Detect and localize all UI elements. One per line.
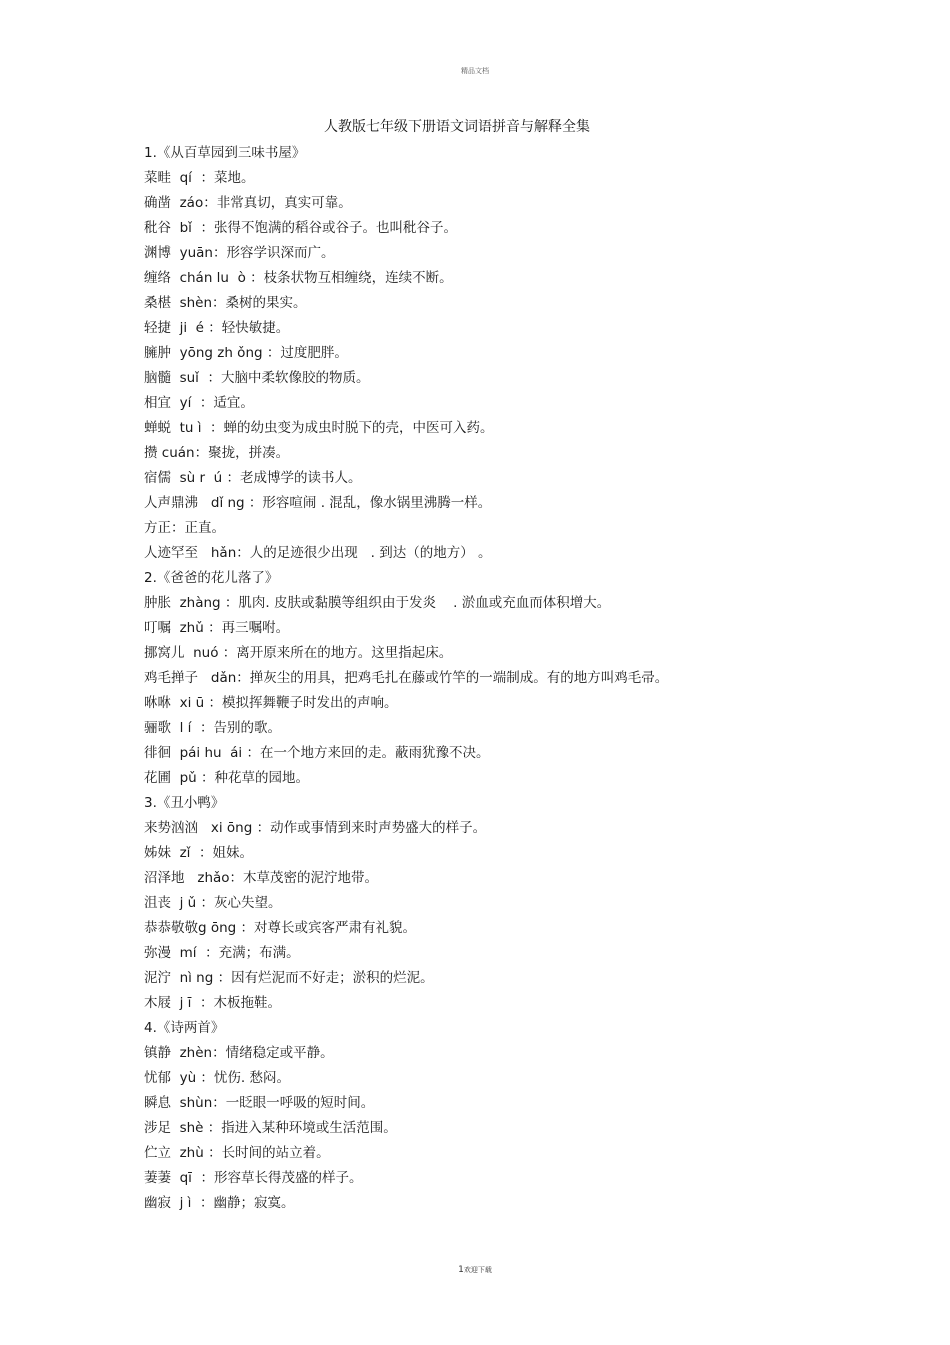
vocab-entry: 弥漫 mí ：充满；布满。 [144,945,300,961]
vocab-entry: 人迹罕至 hǎn：人的足迹很少出现 . 到达（的地方） 。 [144,545,492,561]
vocab-entry: 鸡毛掸子 dǎn：掸灰尘的用具，把鸡毛扎在藤或竹竿的一端制成。有的地方叫鸡毛帚。 [144,670,669,686]
vocab-entry: 忧郁 yù ：忧伤. 愁闷。 [144,1070,291,1086]
vocab-entry: 徘徊 pái hu ái ：在一个地方来回的走。蔽雨犹豫不决。 [144,745,490,761]
vocab-entry: 镇静 zhèn：情绪稳定或平静。 [144,1045,334,1061]
section-heading: 2.《爸爸的花儿落了》 [144,570,279,586]
vocab-entry: 缠络 chán lu ò ：枝条状物互相缠绕，连续不断。 [144,270,453,286]
vocab-entry: 菜畦 qí ：菜地。 [144,170,255,186]
vocab-entry: 臃肿 yōng zh ǒng ：过度肥胖。 [144,345,348,361]
vocab-entry: 沮丧 j ǔ ：灰心失望。 [144,895,282,911]
vocab-entry: 攒 cuán：聚拢，拼凑。 [144,445,290,461]
vocab-entry: 秕谷 bǐ ：张得不饱满的稻谷或谷子。也叫秕谷子。 [144,220,457,236]
vocab-entry: 瞬息 shùn：一眨眼一呼吸的短时间。 [144,1095,375,1111]
vocab-entry: 木屐 j ī ：木板拖鞋。 [144,995,281,1011]
vocab-entry: 沼泽地 zhǎo：木草茂密的泥泞地带。 [144,870,379,886]
vocab-entry: 泥泞 nì ng ：因有烂泥而不好走；淤积的烂泥。 [144,970,434,986]
vocab-entry: 肿胀 zhàng ：肌肉. 皮肤或黏膜等组织由于发炎 . 淤血或充血而体积增大。 [144,595,611,611]
vocab-entry: 伫立 zhù ：长时间的站立着。 [144,1145,330,1161]
vocab-entry: 脑髓 suǐ ：大脑中柔软像胶的物质。 [144,370,370,386]
section-heading: 3.《丑小鸭》 [144,795,225,811]
vocab-entry: 花圃 pǔ ：种花草的园地。 [144,770,309,786]
vocab-entry: 相宜 yí ：适宜。 [144,395,254,411]
vocab-entry: 咻咻 xi ū ：模拟挥舞鞭子时发出的声响。 [144,695,398,711]
vocab-entry: 幽寂 j ì ：幽静；寂寞。 [144,1195,295,1211]
vocab-entry: 涉足 shè ：指进入某种环境或生活范围。 [144,1120,397,1136]
vocab-entry: 骊歌 l í ：告别的歌。 [144,720,281,736]
vocab-entry: 恭恭敬敬g ōng ：对尊长或宾客严肃有礼貌。 [144,920,417,936]
page-footer [0,1261,950,1276]
page-number: 1 [458,1265,464,1275]
vocab-entry: 挪窝儿 nuó ：离开原来所在的地方。这里指起床。 [144,645,453,661]
document-body [144,143,864,1218]
footer-text: 欢迎下载 [463,1266,492,1274]
vocab-entry: 渊博 yuān：形容学识深而广。 [144,245,335,261]
vocab-entry: 宿儒 sù r ú ：老成博学的读书人。 [144,470,362,486]
vocab-entry: 确凿 záo：非常真切，真实可靠。 [144,195,352,211]
vocab-entry: 姊妹 zǐ ：姐妹。 [144,845,254,861]
vocab-entry: 轻捷 ji é ：轻快敏捷。 [144,320,290,336]
vocab-entry: 蝉蜕 tu ì ：蝉的幼虫变为成虫时脱下的壳，中医可入药。 [144,420,494,436]
vocab-entry: 方正：正直。 [144,520,225,536]
section-heading: 4.《诗两首》 [144,1020,225,1036]
vocab-entry: 叮嘱 zhǔ ：再三嘱咐。 [144,620,290,636]
document-title: 人教版七年级下册语文词语拼音与解释全集 [324,119,590,135]
vocab-entry: 人声鼎沸 dǐ ng ：形容喧闹 . 混乱，像水锅里沸腾一样。 [144,495,492,511]
header-watermark: 精品文档 [461,67,489,75]
vocab-entry: 桑椹 shèn：桑树的果实。 [144,295,307,311]
vocab-entry: 来势汹汹 xi ōng ：动作或事情到来时声势盛大的样子。 [144,820,487,836]
section-heading: 1.《从百草园到三味书屋》 [144,145,306,161]
vocab-entry: 萋萋 qī ：形容草长得茂盛的样子。 [144,1170,363,1186]
